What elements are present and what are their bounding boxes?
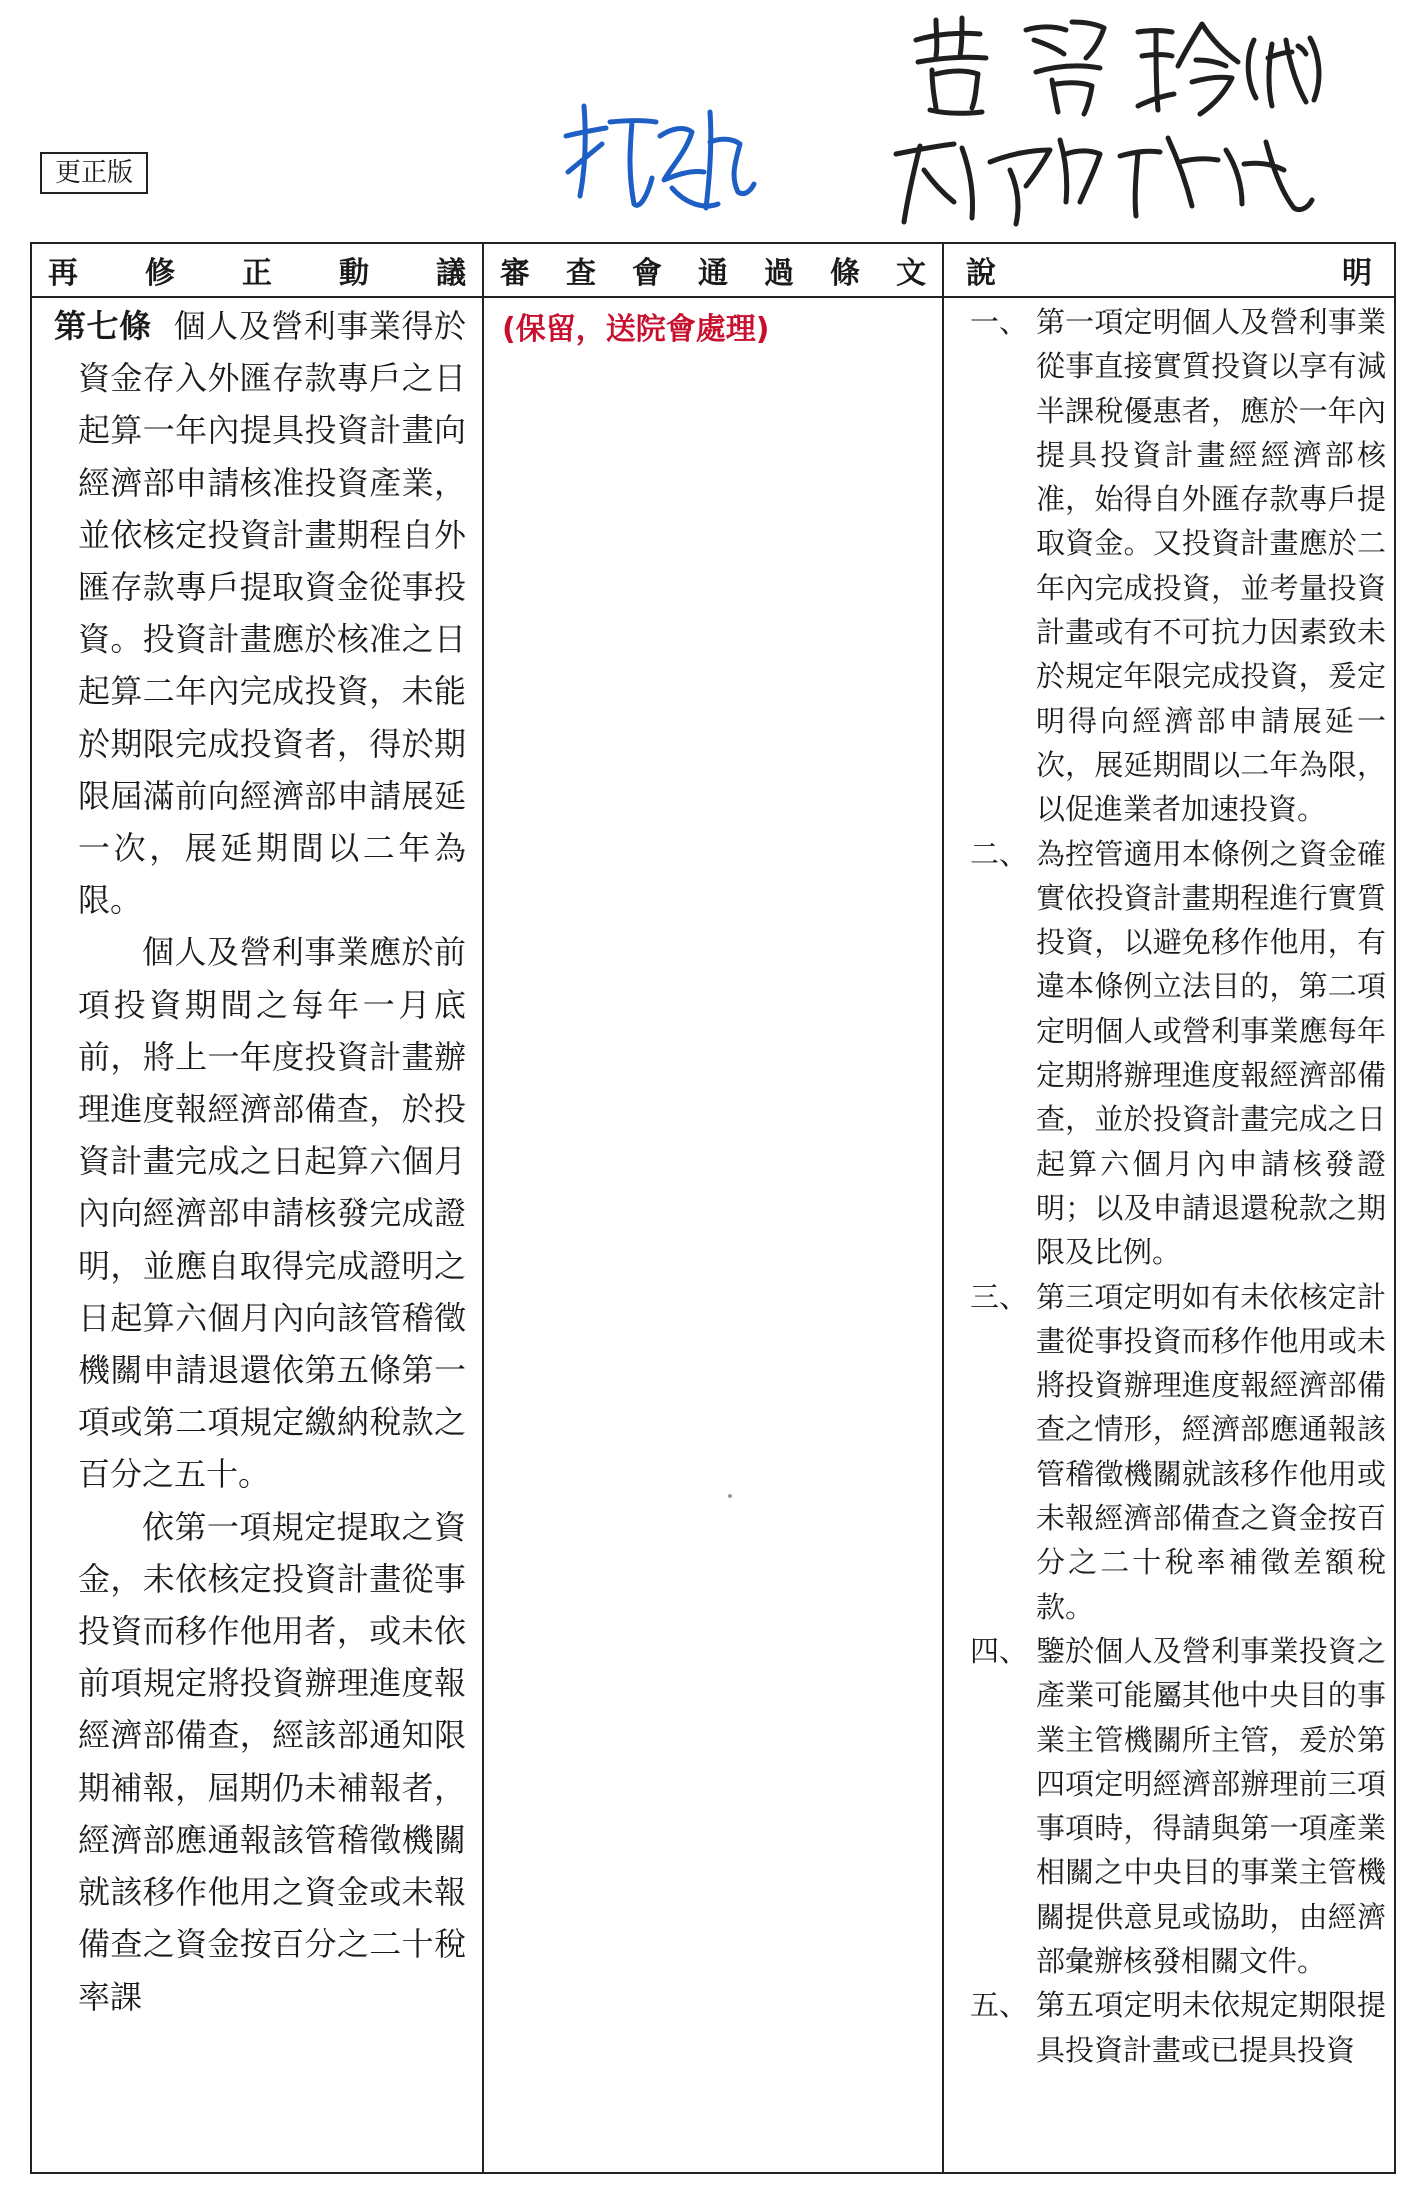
- column-divider: [942, 244, 944, 2172]
- explanation-number: 一、: [970, 305, 1029, 339]
- revised-motion-column: [32, 300, 482, 2023]
- signature-right-bottom: [880, 110, 1320, 240]
- revised-version-tag: 更正版: [40, 152, 148, 194]
- header-explanation: [944, 244, 1394, 296]
- explanation-item: [970, 1983, 1386, 2072]
- committee-text-column: [488, 300, 942, 352]
- header-char: 明: [1342, 256, 1372, 291]
- article-paragraph: 個人及營利事業應於前項投資期間之每年一月底前，將上一年度投資計畫辦理進度報經濟部備查，於投資計畫完成之日起算六個月內向經濟部申請核發完成證明，並應自取得完成證明之日起算六個月內向該管稽徵機關申請退還依第五條第一項或第二項規定繳納稅款之百分之五十。: [78, 933, 466, 1494]
- explanation-item: [970, 1275, 1386, 1629]
- comparison-table: [30, 242, 1396, 2174]
- header-committee-text: [484, 244, 942, 296]
- signature-right-top: [906, 10, 1326, 120]
- header-char: 文: [896, 256, 926, 291]
- header-char: 議: [436, 256, 466, 291]
- header-char: 通: [698, 256, 728, 291]
- explanation-text: 第一項定明個人及營利事業從事直接實質投資以享有減半課稅優惠者，應於一年內提具投資計畫經經濟部核准，始得自外匯存款專戶提取資金。又投資計畫應於二年內完成投資，並考量投資計畫或有不可抗力因素致未於規定年限完成投資，爰定明得向經濟部申請展延一次，展延期間以二年為限，以促進業者加速投資。: [1036, 305, 1386, 827]
- article-paragraph: [32, 300, 482, 926]
- header-char: 動: [339, 256, 369, 291]
- header-char: 條: [830, 256, 860, 291]
- explanation-text: 第三項定明如有未依核定計畫從事投資而移作他用或未將投資辦理進度報經濟部備查之情形，經濟部應通報該管稽徵機關就該移作他用或未報經濟部備查之資金按百分之二十稅率補徵差額稅款。: [1036, 1279, 1386, 1624]
- explanation-number: 三、: [970, 1279, 1029, 1314]
- explanation-column: [946, 300, 1394, 2072]
- scan-speck: [728, 1494, 732, 1498]
- article-paragraph: 依第一項規定提取之資金，未依核定投資計畫從事投資而移作他用者，或未依前項規定將投資辦理進度報經濟部備查，經該部通知限期補報，屆期仍未補報者，經濟部應通報該管稽徵機關就該移作他用之資金或未報備查之資金按百分之二十稅率課: [78, 1507, 466, 2016]
- column-divider: [482, 244, 484, 2172]
- header-char: 正: [242, 256, 272, 291]
- signature-left: [560, 92, 760, 222]
- article-paragraph-text: 個人及營利事業得於資金存入外匯存款專戶之日起算一年內提具投資計畫向經濟部申請核准投資產業，並依核定投資計畫期程自外匯存款專戶提取資金從事投資。投資計畫應於核准之日起算二年內完成投資，未能於期限完成投資者，得於期限屆滿前向經濟部申請展延一次，展延期間以二年為限。: [78, 307, 466, 920]
- explanation-text: 鑒於個人及營利事業投資之產業可能屬其他中央目的事業主管機關所主管，爰於第四項定明經濟部辦理前三項事項時，得請與第一項產業相關之中央目的事業主管機關提供意見或協助，由經濟部彙辦核發相關文件。: [1036, 1633, 1386, 1978]
- header-char: 審: [500, 256, 530, 291]
- article-number: 第七條: [54, 307, 152, 345]
- header-revised-motion: [32, 244, 482, 296]
- explanation-number: 二、: [970, 836, 1029, 871]
- header-char: 修: [145, 256, 175, 291]
- explanation-text: 第五項定明未依規定期限提具投資計畫或已提具投資: [1036, 1988, 1386, 2067]
- explanation-item: [970, 300, 1386, 832]
- explanation-item: [970, 832, 1386, 1275]
- header-char: 再: [48, 256, 78, 291]
- header-char: 過: [764, 256, 794, 291]
- explanation-number: 五、: [970, 1988, 1029, 2023]
- header-char: 查: [566, 256, 596, 291]
- explanation-number: 四、: [970, 1633, 1029, 1668]
- header-divider: [32, 296, 1394, 298]
- header-char: 說: [966, 256, 996, 291]
- header-char: 會: [632, 256, 662, 291]
- explanation-item: [970, 1629, 1386, 1983]
- reserved-note: (保留，送院會處理): [502, 312, 770, 347]
- explanation-text: 為控管適用本條例之資金確實依投資計畫期程進行實質投資，以避免移作他用，有違本條例立法目的，第二項定明個人或營利事業應每年定期將辦理進度報經濟部備查，並於投資計畫完成之日起算六個月內申請核發證明；以及申請退還稅款之期限及比例。: [1036, 836, 1386, 1270]
